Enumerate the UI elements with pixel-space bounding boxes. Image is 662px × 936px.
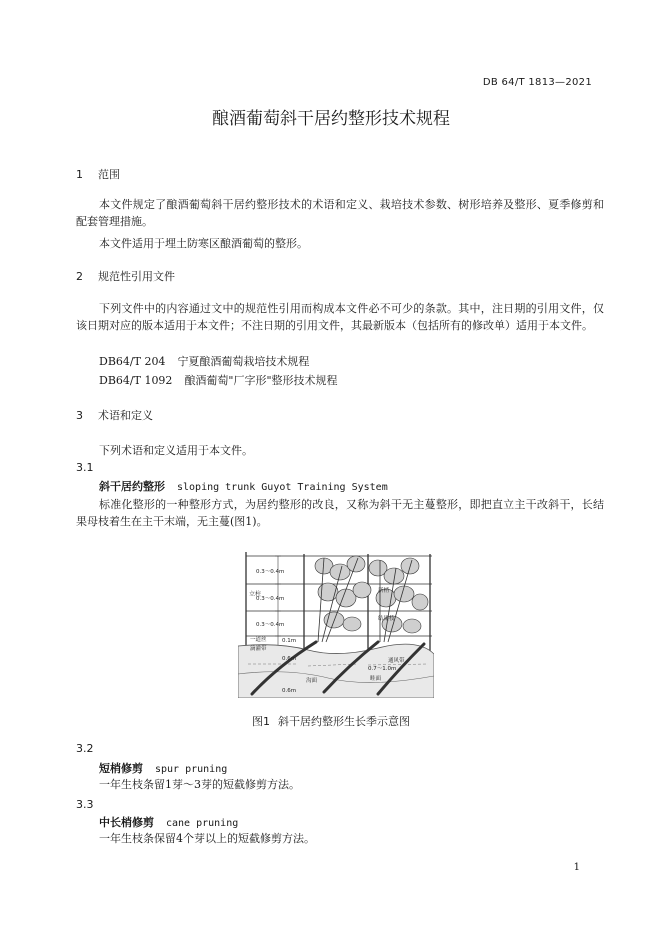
- term-en: cane pruning: [166, 818, 239, 829]
- label-fruit-wire: 结果枝: [378, 616, 395, 622]
- label-spacing-1: 0.3～0.4m: [256, 569, 285, 575]
- standard-code: DB 64/T 1813—2021: [482, 77, 592, 88]
- term-3: [99, 814, 238, 830]
- term-zh: 短梢修剪: [99, 762, 143, 775]
- reference-code: DB64/T 1092: [99, 374, 173, 387]
- label-vent-height: 0.7～1.0m: [368, 666, 397, 672]
- label-drip-line: 滴灌带: [250, 646, 267, 652]
- reference-title: 宁夏酿酒葡萄栽培技术规程: [177, 355, 310, 368]
- figure-1-caption: [0, 713, 662, 729]
- section-title: 规范性引用文件: [98, 270, 175, 283]
- term-2: [99, 760, 227, 776]
- term-3-definition: 一年生枝条保留4个芽以上的短截修剪方法。: [99, 832, 315, 845]
- label-trunk-top-height: 0.1m: [282, 638, 297, 644]
- reference-2: [99, 372, 338, 389]
- term-number: 3.3: [76, 798, 94, 811]
- section-2-heading: [76, 268, 175, 284]
- term-1-definition: 标准化整形的一种整形方式，为居约整形的改良，又称为斜干无主蔓整形，即把直立主干改斜干，长结果母枝着生在主干末端，无主蔓(图1)。: [76, 498, 604, 528]
- reference-code: DB64/T 204: [99, 355, 166, 368]
- label-ditch: 沟面: [306, 678, 318, 684]
- document-title: 酿酒葡萄斜干居约整形技术规程: [212, 109, 450, 129]
- section-title: 范围: [98, 168, 120, 181]
- section-1-heading: [76, 166, 120, 182]
- label-wire-1: 一道丝: [250, 637, 267, 643]
- caption-number: 图1: [252, 715, 270, 728]
- term-en: spur pruning: [155, 764, 228, 775]
- term-number: 3.1: [76, 461, 94, 474]
- label-base-height: 0.6m: [282, 688, 297, 694]
- caption-text: 斜干居约整形生长季示意图: [278, 715, 410, 728]
- section-1-paragraph-2: 本文件适用于埋土防寒区酿酒葡萄的整形。: [99, 237, 308, 250]
- label-post: 立柱: [249, 591, 262, 598]
- label-bed: 畦面: [370, 676, 382, 682]
- page-number: 1: [573, 862, 580, 873]
- section-3-heading: [76, 407, 153, 423]
- section-1-paragraph-1: 本文件规定了酿酒葡萄斜干居约整形技术的术语和定义、栽培技术参数、树形培养及整形、夏季修剪和配套管理措施。: [76, 198, 604, 228]
- label-upper-row: 新梢: [378, 588, 390, 594]
- term-1: [99, 478, 388, 494]
- term-number: 3.2: [76, 742, 94, 755]
- term-en: sloping trunk Guyot Training System: [177, 482, 388, 493]
- term-zh: 斜干居约整形: [99, 480, 165, 493]
- label-height-low: 0.6m: [282, 656, 297, 662]
- section-number: 2: [76, 270, 83, 283]
- section-2-paragraph-1: 下列文件中的内容通过文中的规范性引用而构成本文件必不可少的条款。其中，注日期的引用文件，仅该日期对应的版本适用于本文件；不注日期的引用文件，其最新版本（包括所有的修改单）适用于本文件。: [76, 302, 604, 332]
- reference-title: 酿酒葡萄"厂字形"整形技术规程: [184, 374, 338, 387]
- term-2-definition: 一年生枝条留1芽～3芽的短截修剪方法。: [99, 778, 300, 791]
- label-spacing-2: 0.3～0.4m: [256, 596, 285, 602]
- reference-1: [99, 353, 309, 370]
- figure-1-diagram: [238, 546, 434, 698]
- label-vent: 通风带: [388, 658, 405, 664]
- section-number: 1: [76, 168, 83, 181]
- section-title: 术语和定义: [98, 409, 153, 422]
- term-zh: 中长梢修剪: [99, 816, 154, 829]
- label-spacing-3: 0.3～0.4m: [256, 622, 285, 628]
- section-number: 3: [76, 409, 83, 422]
- section-3-paragraph-1: 下列术语和定义适用于本文件。: [99, 444, 253, 457]
